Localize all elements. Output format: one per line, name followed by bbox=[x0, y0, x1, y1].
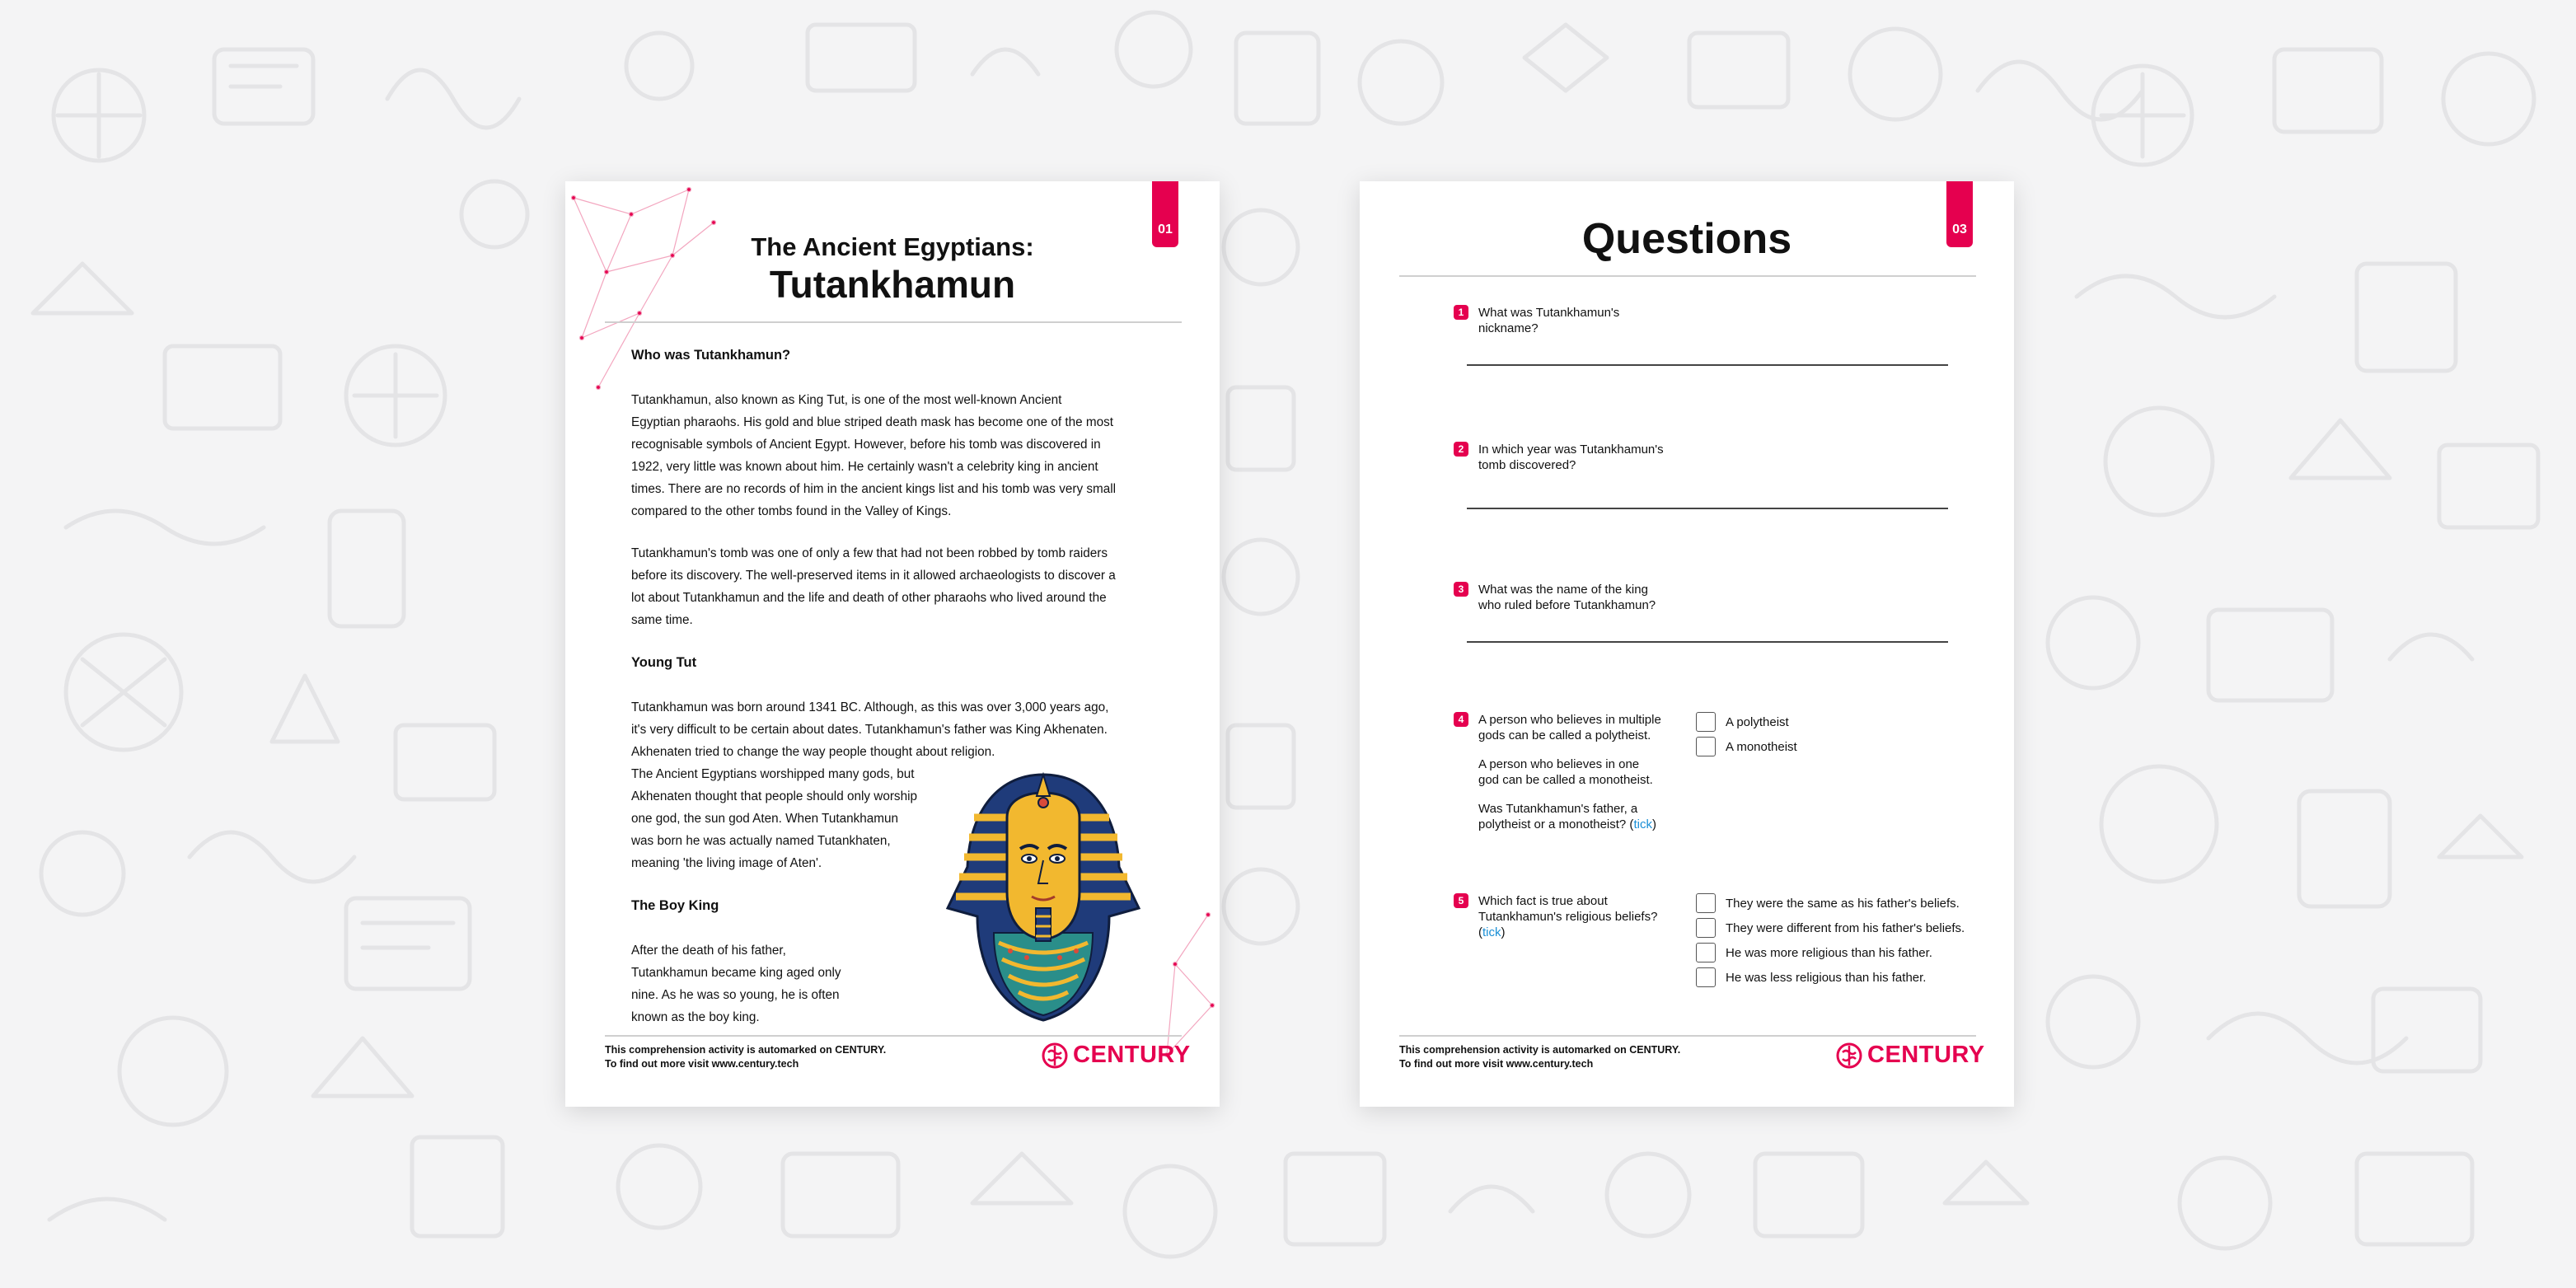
answer-line-2[interactable] bbox=[1467, 508, 1948, 509]
checkbox[interactable] bbox=[1696, 893, 1716, 913]
heading-boy-king: The Boy King bbox=[631, 898, 719, 913]
option-more-religious[interactable] bbox=[1696, 943, 1932, 962]
question-number: 3 bbox=[1454, 582, 1468, 597]
text-line: nickname? bbox=[1478, 321, 1539, 335]
text-line: Egyptian pharaohs. His gold and blue striped death mask has become one of the most bbox=[631, 415, 1114, 429]
title-subtitle: The Ancient Egyptians: bbox=[751, 232, 1034, 261]
paragraph-3 bbox=[631, 696, 1150, 763]
text-line: it's very difficult to be certain about dates. Tutankhamun's father was King Akhenaten. bbox=[631, 723, 1108, 737]
questions-page bbox=[1360, 181, 2014, 1107]
century-logo bbox=[1836, 1042, 1985, 1069]
option-label: He was less religious than his father. bbox=[1726, 970, 1927, 985]
paragraph-1 bbox=[631, 389, 1150, 522]
text-line: known as the boy king. bbox=[631, 1010, 760, 1024]
text-line: Tutankhamun, also known as King Tut, is one of the most well-known Ancient bbox=[631, 393, 1062, 407]
text-line: before its discovery. The well-preserved items in it allowed archaeologists to discover a bbox=[631, 569, 1116, 583]
tick-hint: tick bbox=[1482, 925, 1501, 939]
text-line: compared to the other tombs found in the Valley of Kings. bbox=[631, 504, 952, 518]
text-line: 1922, very little was known about him. He certainly wasn't a celebrity king in ancient bbox=[631, 460, 1098, 474]
text-line: After the death of his father, bbox=[631, 944, 786, 958]
option-label: He was more religious than his father. bbox=[1726, 945, 1932, 960]
text-line: lot about Tutankhamun and the life and death of other pharaohs who lived around the bbox=[631, 591, 1107, 605]
checkbox[interactable] bbox=[1696, 943, 1716, 962]
text-line: who ruled before Tutankhamun? bbox=[1478, 598, 1656, 612]
footer-line: To find out more visit www.century.tech bbox=[1399, 1058, 1594, 1070]
tutankhamun-mask-illustration bbox=[944, 768, 1142, 1025]
checkbox[interactable] bbox=[1696, 918, 1716, 938]
question-number: 5 bbox=[1454, 893, 1468, 908]
text-line: one god, the sun god Aten. When Tutankhamun bbox=[631, 812, 899, 826]
footer-note bbox=[1399, 1043, 1680, 1071]
option-label: They were the same as his father's beliefs. bbox=[1726, 896, 1960, 911]
question-1-text bbox=[1478, 305, 1619, 336]
footer-divider bbox=[605, 1035, 1182, 1037]
option-same-beliefs[interactable] bbox=[1696, 893, 1960, 913]
text-line: nine. As he was so young, he is often bbox=[631, 988, 840, 1002]
text-line: Tutankhamun's tomb was one of only a few that had not been robbed by tomb raiders bbox=[631, 546, 1108, 560]
heading-young-tut: Young Tut bbox=[631, 655, 697, 670]
header-divider bbox=[1399, 275, 1976, 277]
checkbox[interactable] bbox=[1696, 967, 1716, 987]
text-line: god can be called a monotheist. bbox=[1478, 773, 1653, 787]
brain-icon bbox=[1042, 1042, 1068, 1069]
text-line: tomb discovered? bbox=[1478, 458, 1576, 472]
option-different-beliefs[interactable] bbox=[1696, 918, 1965, 938]
footer-divider bbox=[1399, 1035, 1976, 1037]
checkbox[interactable] bbox=[1696, 712, 1716, 732]
page-number-tab: 01 bbox=[1152, 181, 1178, 247]
paragraph-2 bbox=[631, 542, 1150, 631]
answer-line-3[interactable] bbox=[1467, 641, 1948, 643]
text-line: Was Tutankhamun's father, a bbox=[1478, 802, 1638, 816]
option-polytheist[interactable] bbox=[1696, 712, 1789, 732]
question-2-text bbox=[1478, 442, 1664, 473]
text-span: ( bbox=[1478, 925, 1482, 939]
footer-note bbox=[605, 1043, 886, 1071]
option-monotheist[interactable] bbox=[1696, 737, 1797, 756]
reading-page bbox=[565, 181, 1220, 1107]
text-line: meaning 'the living image of Aten'. bbox=[631, 856, 822, 870]
text-span: ) bbox=[1501, 925, 1506, 939]
logo-text: CENTURY bbox=[1073, 1042, 1191, 1068]
heading-who-was: Who was Tutankhamun? bbox=[631, 348, 791, 363]
header-divider bbox=[605, 321, 1182, 323]
text-line: A person who believes in one bbox=[1478, 757, 1640, 771]
text-line: was born he was actually named Tutankhaten, bbox=[631, 834, 891, 848]
text-line: A person who believes in multiple bbox=[1478, 713, 1661, 727]
option-label: A polytheist bbox=[1726, 714, 1789, 729]
question-number: 4 bbox=[1454, 712, 1468, 727]
question-number: 2 bbox=[1454, 442, 1468, 457]
text-line: In which year was Tutankhamun's bbox=[1478, 443, 1664, 457]
paragraph-4 bbox=[631, 763, 953, 874]
option-label: They were different from his father's beliefs. bbox=[1726, 920, 1965, 935]
text-line: What was Tutankhamun's bbox=[1478, 306, 1620, 320]
answer-line-1[interactable] bbox=[1467, 364, 1948, 366]
text-line: times. There are no records of him in the ancient kings list and his tomb was very small bbox=[631, 482, 1117, 496]
text-line: Tutankhamun's religious beliefs? bbox=[1478, 910, 1658, 924]
text-line: Tutankhamun became king aged only bbox=[631, 966, 841, 980]
text-line: Akhenaten tried to change the way people thought about religion. bbox=[631, 745, 995, 759]
text-line: Tutankhamun was born around 1341 BC. Although, as this was over 3,000 years ago, bbox=[631, 700, 1109, 714]
question-5-text bbox=[1478, 893, 1657, 940]
brain-icon bbox=[1836, 1042, 1862, 1069]
text-line: What was the name of the king bbox=[1478, 583, 1648, 597]
text-line: recognisable symbols of Ancient Egypt. However, before his tomb was discovered in bbox=[631, 438, 1101, 452]
text-line bbox=[1478, 817, 1661, 832]
text-line: Akhenaten thought that people should only worship bbox=[631, 789, 917, 803]
question-4-text bbox=[1478, 712, 1661, 832]
question-3-text bbox=[1478, 582, 1656, 613]
page-title: Questions bbox=[1581, 215, 1792, 263]
text-line: same time. bbox=[631, 613, 693, 627]
text-line bbox=[1478, 925, 1657, 940]
text-span: ) bbox=[1651, 817, 1656, 831]
text-line: The Ancient Egyptians worshipped many gods, but bbox=[631, 767, 915, 781]
footer-line: This comprehension activity is automarked on CENTURY. bbox=[1399, 1044, 1681, 1056]
text-line: gods can be called a polytheist. bbox=[1478, 728, 1651, 742]
text-span: polytheist or a monotheist? ( bbox=[1478, 817, 1634, 831]
text-line: Which fact is true about bbox=[1478, 894, 1608, 908]
page-number-tab: 03 bbox=[1946, 181, 1973, 247]
checkbox[interactable] bbox=[1696, 737, 1716, 756]
option-label: A monotheist bbox=[1726, 739, 1797, 754]
tick-hint: tick bbox=[1633, 817, 1652, 831]
footer-line: To find out more visit www.century.tech bbox=[605, 1058, 799, 1070]
page-title: Tutankhamun bbox=[769, 263, 1016, 306]
logo-text: CENTURY bbox=[1867, 1042, 1985, 1068]
footer-line: This comprehension activity is automarked on CENTURY. bbox=[605, 1044, 887, 1056]
paragraph-5 bbox=[631, 939, 862, 1028]
century-logo bbox=[1042, 1042, 1191, 1069]
question-number: 1 bbox=[1454, 305, 1468, 320]
option-less-religious[interactable] bbox=[1696, 967, 1926, 987]
